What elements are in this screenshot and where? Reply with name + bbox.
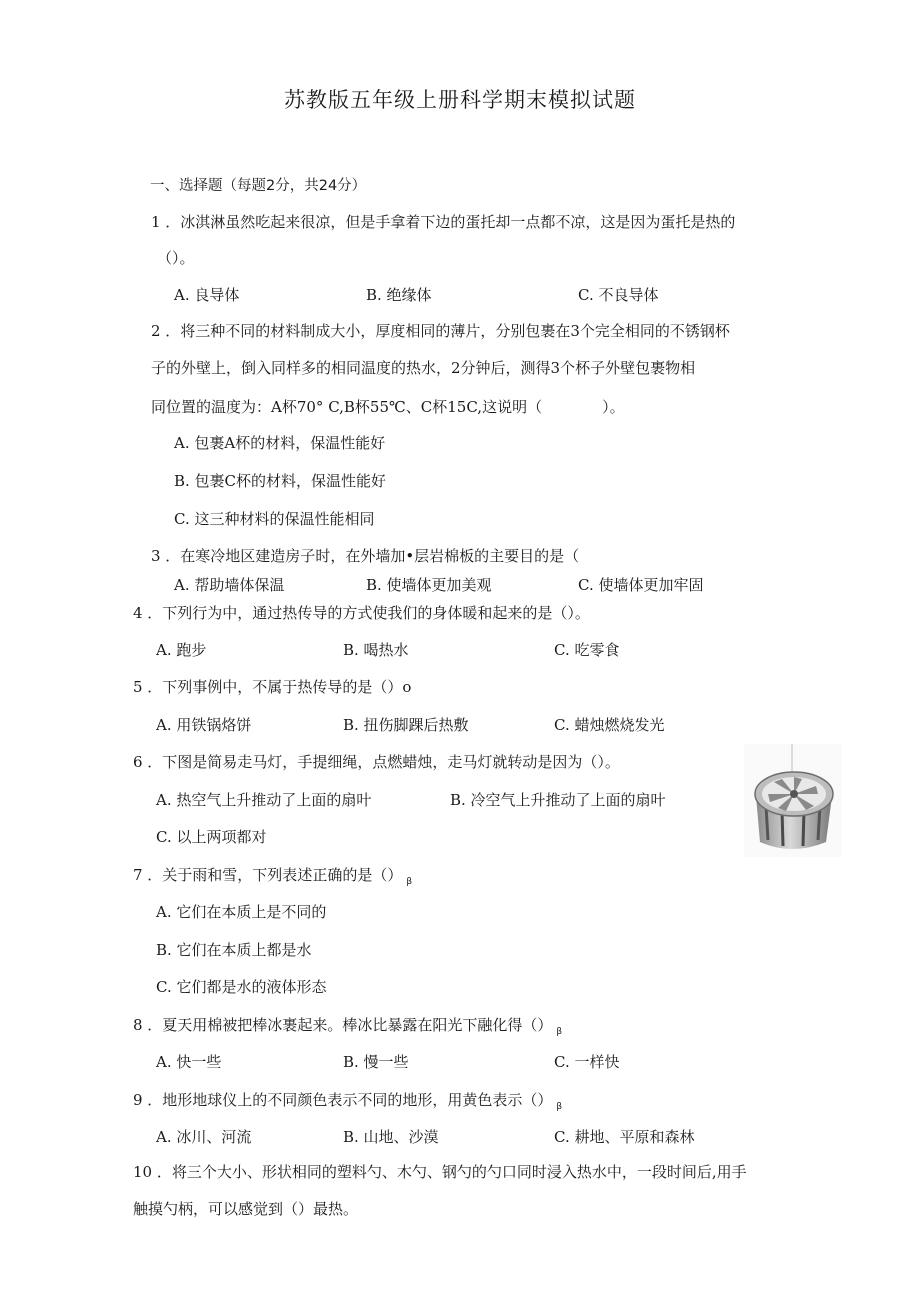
question-8-option-c: C. 一样快	[554, 1053, 620, 1071]
question-4-option-a: A. 跑步	[156, 641, 207, 659]
question-8-text	[133, 1015, 562, 1042]
question-6-option-b: B. 冷空气上升推动了上面的扇叶	[450, 791, 666, 809]
question-6-text: 6 ．下图是简易走马灯，手提细绳，点燃蜡烛，走马灯就转动是因为（）。	[133, 753, 620, 771]
question-5-option-a: A. 用铁锅烙饼	[156, 716, 252, 734]
question-7-mark: β	[406, 877, 413, 887]
question-8-option-b: B. 慢一些	[343, 1053, 409, 1071]
question-2-option-c: C. 这三种材料的保温性能相同	[174, 510, 375, 528]
question-8-option-a: A. 快一些	[156, 1053, 222, 1071]
question-5-option-c: C. 蜡烛燃烧发光	[554, 716, 665, 734]
question-1-text-cont: （）。	[157, 249, 195, 267]
question-6-option-a: A. 热空气上升推动了上面的扇叶	[156, 791, 372, 809]
question-10-text: 10 ．将三个大小、形状相同的塑料勺、木勺、钢勺的勺口同时浸入热水中，一段时间后,用手	[133, 1163, 747, 1181]
question-4-option-c: C. 吃零食	[554, 641, 620, 659]
question-10-text-cont: 触摸勺柄，可以感觉到（）最热。	[133, 1200, 359, 1218]
question-7-option-a: A. 它们在本质上是不同的	[156, 903, 327, 921]
question-2-text-cont: 子的外壁上，倒入同样多的相同温度的热水，2分钟后，测得3个杯子外壁包裹物相	[151, 359, 696, 377]
question-1-text: 1 ．冰淇淋虽然吃起来很凉，但是手拿着下边的蛋托却一点都不凉，这是因为蛋托是热的	[151, 213, 736, 231]
section-heading: 一、选择题（每题2分，共24分）	[150, 178, 367, 194]
lantern-image	[744, 744, 842, 857]
question-1-option-b: B. 绝缘体	[366, 286, 432, 304]
question-8-stem: 8 ．夏天用棉被把棒冰裹起来。棒冰比暴露在阳光下融化得（）	[133, 1016, 553, 1034]
question-9-stem: 9 ．地形地球仪上的不同颜色表示不同的地形，用黄色表示（）	[133, 1091, 553, 1109]
question-7-stem: 7 ．关于雨和雪，下列表述正确的是（）	[133, 866, 403, 884]
question-1-option-c: C. 不良导体	[578, 286, 659, 304]
question-8-mark: β	[556, 1027, 563, 1037]
question-7-text	[133, 865, 412, 892]
question-6-option-c: C. 以上两项都对	[156, 828, 267, 846]
question-3-text: 3 ．在寒冷地区建造房子时，在外墙加•层岩棉板的主要目的是（	[151, 547, 580, 565]
question-2-text: 2 ．将三种不同的材料制成大小，厚度相同的薄片，分别包裹在3个完全相同的不锈钢杯	[151, 322, 730, 340]
question-7-option-c: C. 它们都是水的液体形态	[156, 978, 327, 996]
question-4-text: 4 ．下列行为中，通过热传导的方式使我们的身体暖和起来的是（）。	[133, 604, 590, 622]
question-2-text-cont2: 同位置的温度为：A杯70° C,B杯55℃、C杯15C,这说明（ ）。	[151, 398, 625, 416]
question-3-option-b: B. 使墙体更加美观	[366, 576, 492, 594]
question-5-option-b: B. 扭伤脚踝后热敷	[343, 716, 469, 734]
question-1-option-a: A. 良导体	[174, 286, 240, 304]
question-9-option-c: C. 耕地、平原和森林	[554, 1128, 695, 1146]
question-3-option-a: A. 帮助墙体保温	[174, 576, 285, 594]
question-9-mark: β	[556, 1102, 563, 1112]
question-7-option-b: B. 它们在本质上都是水	[156, 941, 312, 959]
question-5-text: 5 ．下列事例中，不属于热传导的是（）o	[133, 678, 412, 696]
question-9-text	[133, 1090, 562, 1117]
question-9-option-b: B. 山地、沙漠	[343, 1128, 439, 1146]
question-3-option-c: C. 使墙体更加牢固	[578, 576, 704, 594]
question-4-option-b: B. 喝热水	[343, 641, 409, 659]
question-2-option-a: A. 包裹A杯的材料，保温性能好	[174, 434, 386, 452]
page-title: 苏教版五年级上册科学期末模拟试题	[284, 88, 636, 112]
question-2-option-b: B. 包裹C杯的材料，保温性能好	[174, 472, 387, 490]
question-9-option-a: A. 冰川、河流	[156, 1128, 252, 1146]
